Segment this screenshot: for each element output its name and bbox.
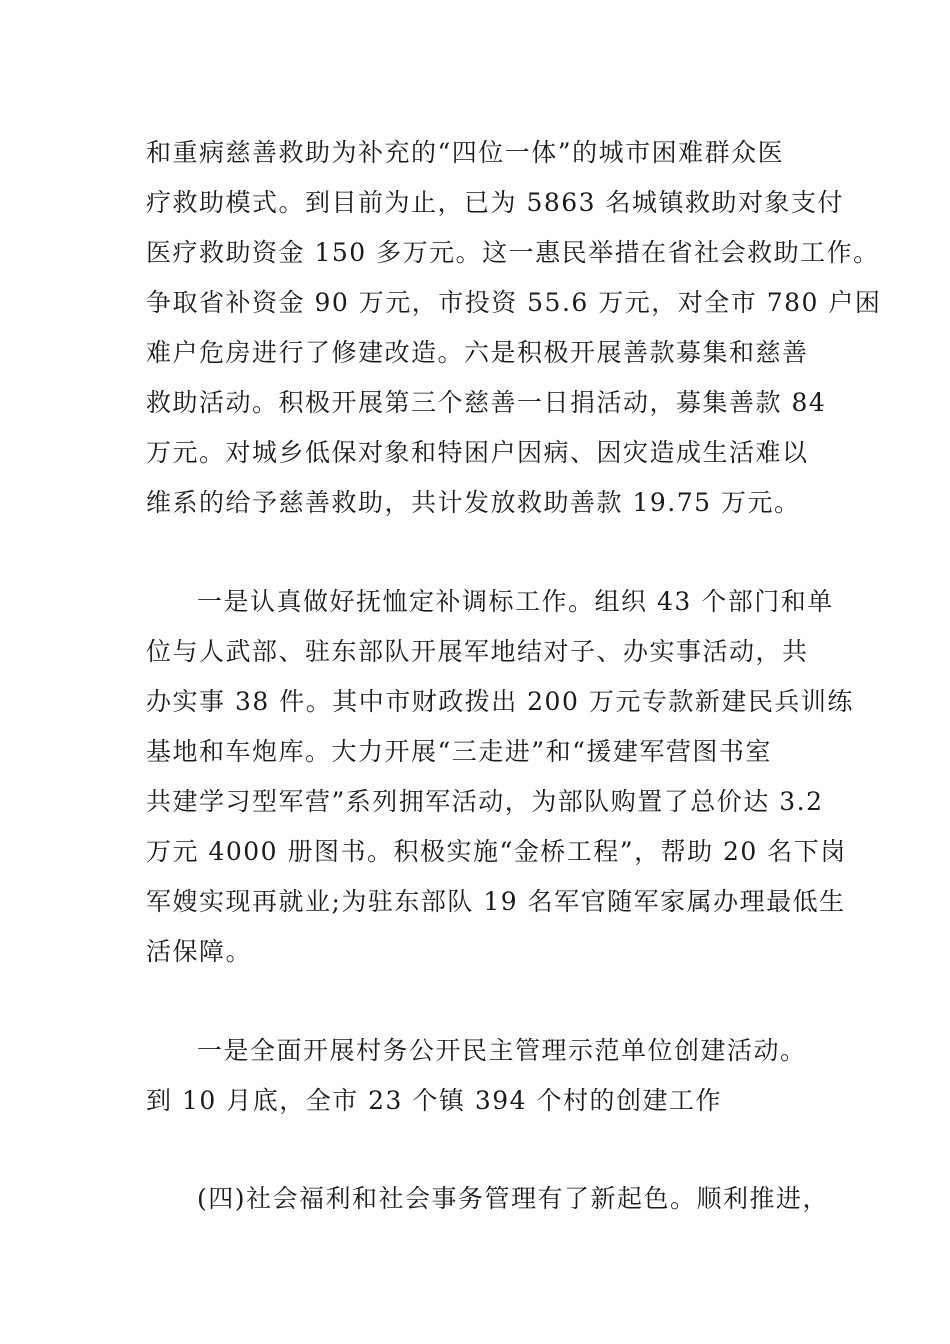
paragraph-2-line-1: 一是认真做好抚恤定补调标工作。组织 43 个部门和单 xyxy=(197,587,834,616)
paragraph-1-line-4: 争取省补资金 90 万元，市投资 55.6 万元，对全市 780 户困 xyxy=(146,288,882,317)
paragraph-1-line-7: 万元。对城乡低保对象和特困户因病、因灾造成生活难以 xyxy=(146,438,809,467)
paragraph-2-line-5: 共建学习型军营”系列拥军活动，为部队购置了总价达 3.2 xyxy=(146,787,824,816)
paragraph-2-line-6: 万元 4000 册图书。积极实施“金桥工程”，帮助 20 名下岗 xyxy=(146,837,847,866)
paragraph-1-line-5: 难户危房进行了修建改造。六是积极开展善款募集和慈善 xyxy=(146,338,809,367)
paragraph-2-line-7: 军嫂实现再就业;为驻东部队 19 名军官随军家属办理最低生 xyxy=(146,887,846,916)
paragraph-2-line-3: 办实事 38 件。其中市财政拨出 200 万元专款新建民兵训练 xyxy=(146,687,854,716)
paragraph-2-line-4: 基地和车炮库。大力开展“三走进”和“援建军营图书室 xyxy=(146,737,772,766)
paragraph-1-line-2: 疗救助模式。到目前为止，已为 5863 名城镇救助对象支付 xyxy=(146,188,845,217)
paragraph-1-line-3: 医疗救助资金 150 多万元。这一惠民举措在省社会救助工作。 xyxy=(146,238,880,267)
paragraph-1-line-6: 救助活动。积极开展第三个慈善一日捐活动，募集善款 84 xyxy=(146,388,827,417)
paragraph-2-line-8: 活保障。 xyxy=(146,937,253,966)
paragraph-2-line-2: 位与人武部、驻东部队开展军地结对子、办实事活动，共 xyxy=(146,637,809,666)
paragraph-1-line-1: 和重病慈善救助为补充的“四位一体”的城市困难群众医 xyxy=(146,138,785,167)
paragraph-1-line-8: 维系的给予慈善救助，共计发放救助善款 19.75 万元。 xyxy=(146,488,801,517)
paragraph-3-line-2: 到 10 月底，全市 23 个镇 394 个村的创建工作 xyxy=(146,1086,723,1115)
paragraph-4-line-1: (四)社会福利和社会事务管理有了新起色。顺利推进， xyxy=(197,1184,830,1213)
paragraph-3-line-1: 一是全面开展村务公开民主管理示范单位创建活动。 xyxy=(197,1036,807,1065)
